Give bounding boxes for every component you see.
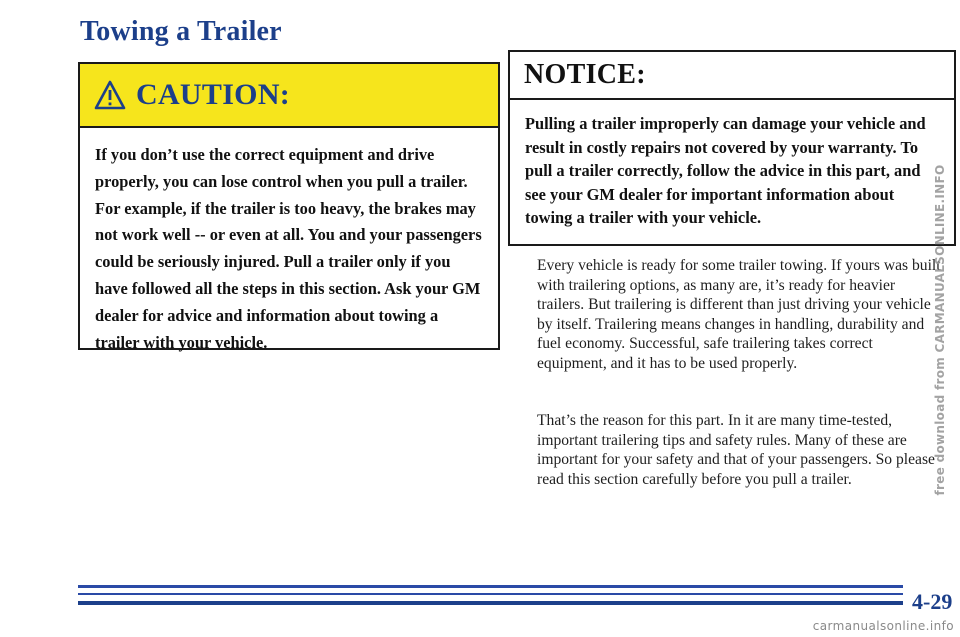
footer-rule-top (78, 585, 903, 588)
body-paragraph-2: That’s the reason for this part. In it are many time-tested, important trailering tips and safety rules. Many of these are important for your safety and that of your passengers. So please read this section carefully before you pull a trailer. (537, 412, 935, 488)
source-footer: carmanualsonline.info (812, 619, 954, 633)
caution-text: If you don’t use the correct equipment and drive properly, you can lose control when you pull a trailer. For example, if the trailer is too heavy, the brakes may not work well -- or even at all. You and your passengers could be seriously injured. Pull a trailer only if you have followed all the steps in this section. Ask your GM dealer for advice and information about towing a trailer with your vehicle. (95, 145, 482, 352)
warning-triangle-icon (94, 80, 126, 110)
body-paragraph-1: Every vehicle is ready for some trailer towing. If yours was built with trailering options, as many are, it’s ready for heavier trailers. But trailering is different than just driving your vehicle by itself. Trailering means changes in handling, durability and fuel economy. Successful, safe trailering takes correct equipment, and it has to be used properly. (537, 257, 941, 372)
footer-rule-middle (78, 593, 903, 595)
notice-text: Pulling a trailer improperly can damage your vehicle and result in costly repairs not covered by your warranty. To pull a trailer correctly, follow the advice in this part, and see your GM dealer for important information about towing a trailer with your vehicle. (525, 114, 926, 227)
caution-header (80, 64, 498, 128)
caution-label: CAUTION: (136, 78, 291, 111)
page-number: 4-29 (912, 589, 953, 614)
download-watermark: free download from CARMANUALSONLINE.INFO (933, 164, 947, 496)
notice-box (508, 50, 956, 246)
notice-label: NOTICE: (524, 59, 646, 90)
footer-rules (78, 585, 903, 615)
notice-header (510, 52, 954, 100)
caution-box (78, 62, 500, 350)
page-title: Towing a Trailer (80, 16, 282, 47)
footer-rule-bottom (78, 601, 903, 605)
